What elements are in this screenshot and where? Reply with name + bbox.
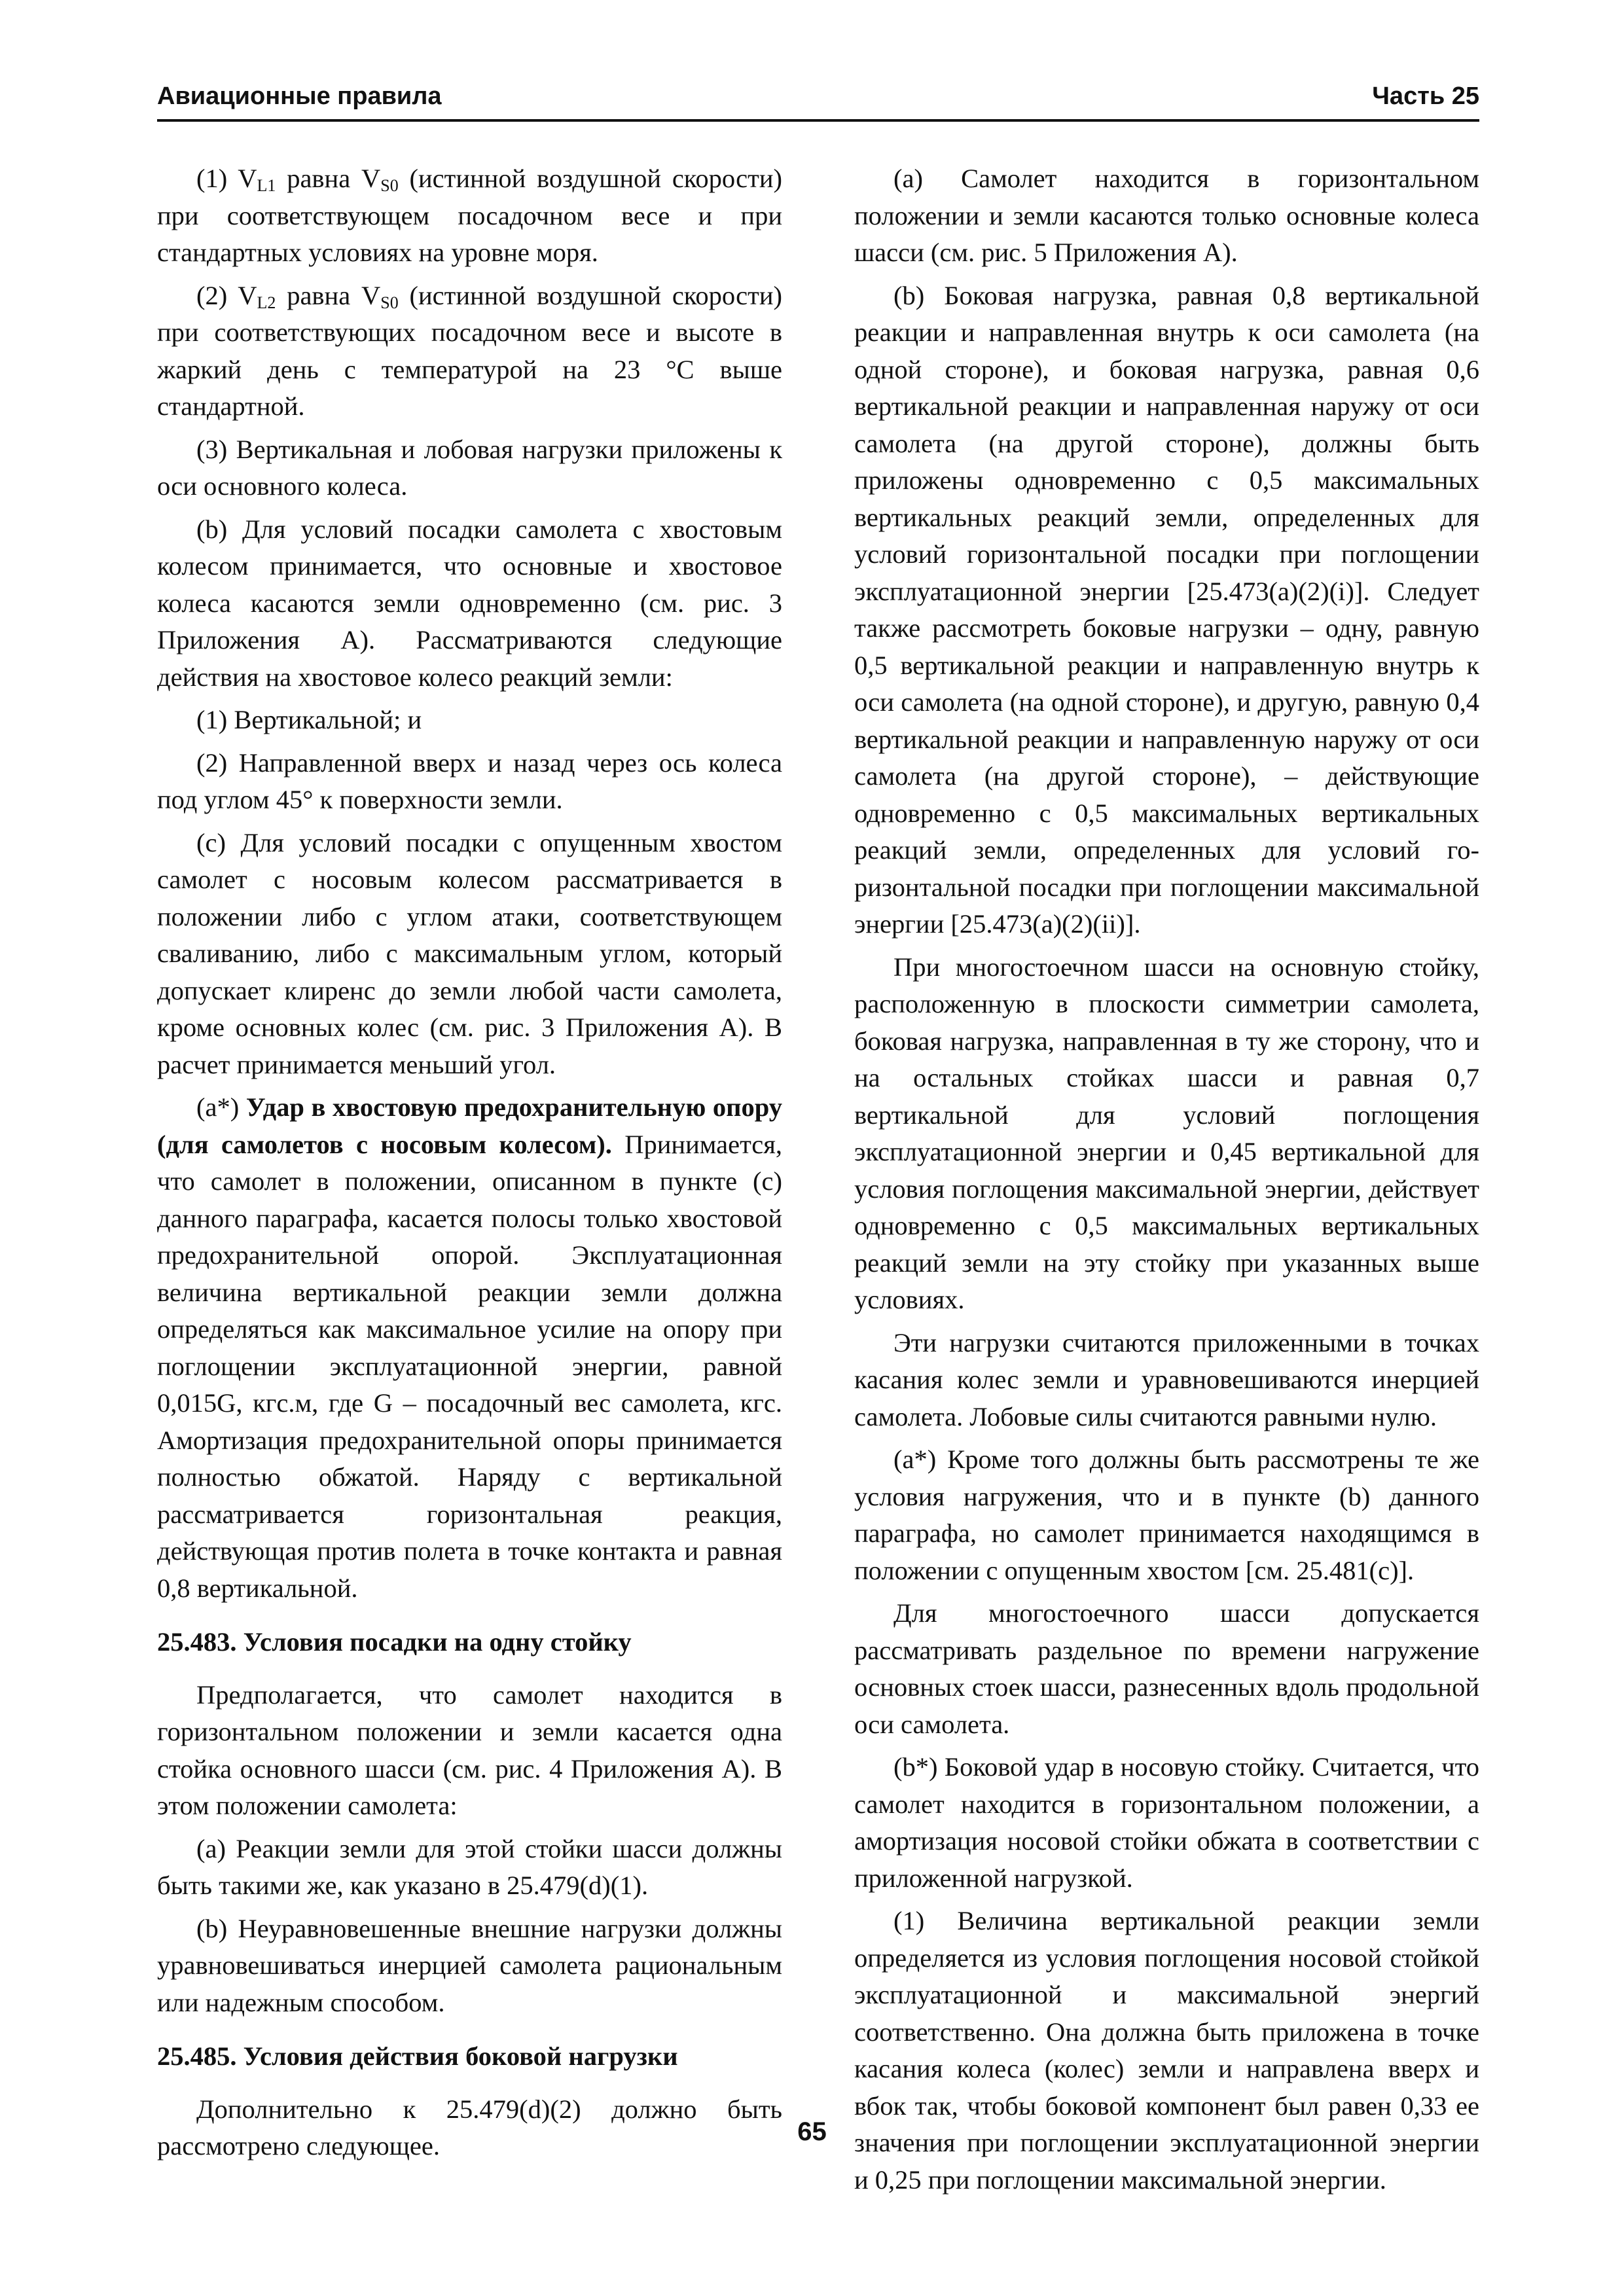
right-column (854, 160, 1479, 2204)
tail-bumper-heading: Удар в хвостовую предохранительную опору (для самолетов с носовым колесом). (157, 1092, 782, 1159)
paragraph-one-gear: Предполагается, что самолет находится в горизонтальном положении и земли касается одна стойка основного шасси (см. рис. 4 Приложения А). В этом положении самолета: (157, 1679, 782, 1820)
header-title: Авиационные правила (157, 82, 442, 110)
paragraph-loads-applied-points: Эти нагрузки считаются приложенными в точках касания колес земли и уравновешиваются инерцией самолета. Лобовые силы считаются равными нулю. (854, 1327, 1479, 1431)
paragraph-multi-gear-sequential: Для многостоечного шасси допускается рассматривать раздельное по времени нагружение основных стоек шасси, разнесенных вдоль продольной оси самолета. (854, 1598, 1479, 1739)
paragraph-loads-applied: (3) Вертикальная и лобовая нагрузки приложены к оси основного колеса. (157, 434, 782, 501)
paragraph-vertical: (1) Вертикальной; и (196, 705, 422, 734)
paragraph-vl1: (1) $V_{L1}$ равна $V_{S0}$ (истинной воздушной скорости) при соответствующем посадочном весе и при стандартных условиях на уровне моря. (157, 164, 783, 267)
paragraph-side-a: (a) Самолет находится в горизонтальном положении и земли касаются только основные колеса шасси (см. рис. 5 Приложения А). (854, 164, 1479, 267)
paragraph-nose-vertical: (1) Величина вертикальной реакции земли определяется из условия поглощения носовой стойкой эксплуатационной и максимальной энергий соответственно. Она должна быть приложена в точке касания колеса (колес) земли и направлена вверх и вбок так, чтобы боковой компонент был равен 0,33 ее значения при поглощении эксплуатационной энергии и 0,25 при поглощении максимальной энергии. (854, 1906, 1479, 2195)
paragraph-tailwheel: (b) Для условий посадки самолета с хвостовым колесом принимается, что основные и хвостовое колеса касаются земли одновременно (см. рис. 3 Приложения А). Рассматриваются следующие действия на хвостовое колесо реакций земли: (157, 514, 782, 692)
paragraph-tail-bumper: (a*) Удар в хвостовую предохранительную опору (для самолетов с носовым колесом). Принимается, что самолет в положении, описанном в пункте (с) данного параграфа, касается полосы только хвостовой предохранительной опорой. Эксплуатационная величина вертикальной реакции земли должна определяться как максимальное усилие на опору при поглощении эксплуатационной энергии, равной 0,015G, кгс.м, где G – посадочный вес самолета, кгс. Амортизация предохранительной опоры принимается полностью обжатой. Наряду с вертикальной рассматривается горизонтальная реакция, действующая против полета в точке контакта и равная 0,8 вертикальной. (157, 1092, 782, 1603)
paragraph-vl2: (2) $V_{L2}$ равна $V_{S0}$ (истинной воздушной скорости) при соответствующих посадочном весе и высоте в жаркий день с температурой на 23 °С выше стандартной. (157, 280, 783, 421)
paragraph-directed: (2) Направленной вверх и назад через ось колеса под углом 45° к поверхности земли. (157, 747, 782, 814)
paragraph-one-gear-a: (a) Реакции земли для этой стойки шасси должны быть такими же, как указано в 25.479(d)(1). (157, 1833, 782, 1900)
section-heading-25-483: 25.483. Условия посадки на одну стойку (157, 1627, 632, 1657)
paragraph-side-load-intro: Дополнительно к 25.479(d)(2) должно быть рассмотрено следующее. (157, 2094, 782, 2161)
left-column (157, 160, 782, 2171)
running-header (157, 79, 1479, 122)
header-part: Часть 25 (1372, 82, 1479, 110)
page-number: 65 (797, 2117, 827, 2146)
paragraph-side-a-star: (a*) Кроме того должны быть рассмотрены те же условия нагружения, что и в пункте (b) данного параграфа, но самолет принимается находящимся в положении с опущенным хвостом [см. 25.481(c)]. (854, 1444, 1479, 1585)
paragraph-one-gear-b: (b) Неуравновешенные внешние нагрузки должны уравновешиваться инерцией самолета рациональным или надежным способом. (157, 1913, 782, 2017)
paragraph-multi-gear: При многостоечном шасси на основную стойку, расположенную в плоскости симметрии самолета, боковая нагрузка, направленная в ту же сторону, что и на остальных стойках шасси и равная 0,7 вертикальной для условий поглощения эксплуатационной энергии и 0,45 вертикальной для условия поглощения максимальной энергии, действует одновременно с 0,5 максимальных вертикальных реакций земли на эту стойку при указанных выше условиях. (854, 952, 1479, 1314)
paragraph-side-b: (b) Боковая нагрузка, равная 0,8 вертикальной реакции и направленная внутрь к оси самолета (на одной стороне), и боковая нагрузка, равная 0,6 вертикальной реакции и направленная наружу от оси самолета (на другой стороне), должны быть приложены одновременно с 0,5 максимальных вертикальных реакций земли, определенных для условий горизонтальной посадки при поглощении эксплуатационной энергии [25.473(a)(2)(i)]. Следует также рассмотреть боковые нагрузки – одну, равную 0,5 вертикальной реакции и направленную внутрь к оси самолета (на одной стороне), и другую, равную 0,4 вертикальной реакции и направленную наружу от оси самолета (на другой стороне), – действующие одновременно с 0,5 максимальных вертикальных реакций земли, определенных для условий го-ризонтальной посадки при поглощении максимальной энергии [25.473(a)(2)(ii)]. (854, 280, 1479, 939)
paragraph-tail-down: (c) Для условий посадки с опущенным хвостом самолет с носовым колесом рассматривается в положении либо с углом атаки, соответствующем сваливанию, либо с максимальным углом, который допускает клиренс до земли любой части самолета, кроме основных колес (см. рис. 3 Приложения А). В расчет принимается меньший угол. (157, 827, 782, 1079)
paragraph-nose-side-impact: (b*) Боковой удар в носовую стойку. Считается, что самолет находится в горизонтальном положении, а амортизация носовой стойки обжата в соответствии с приложенной нагрузкой. (854, 1752, 1479, 1893)
section-heading-25-485: 25.485. Условия действия боковой нагрузки (157, 2041, 678, 2071)
